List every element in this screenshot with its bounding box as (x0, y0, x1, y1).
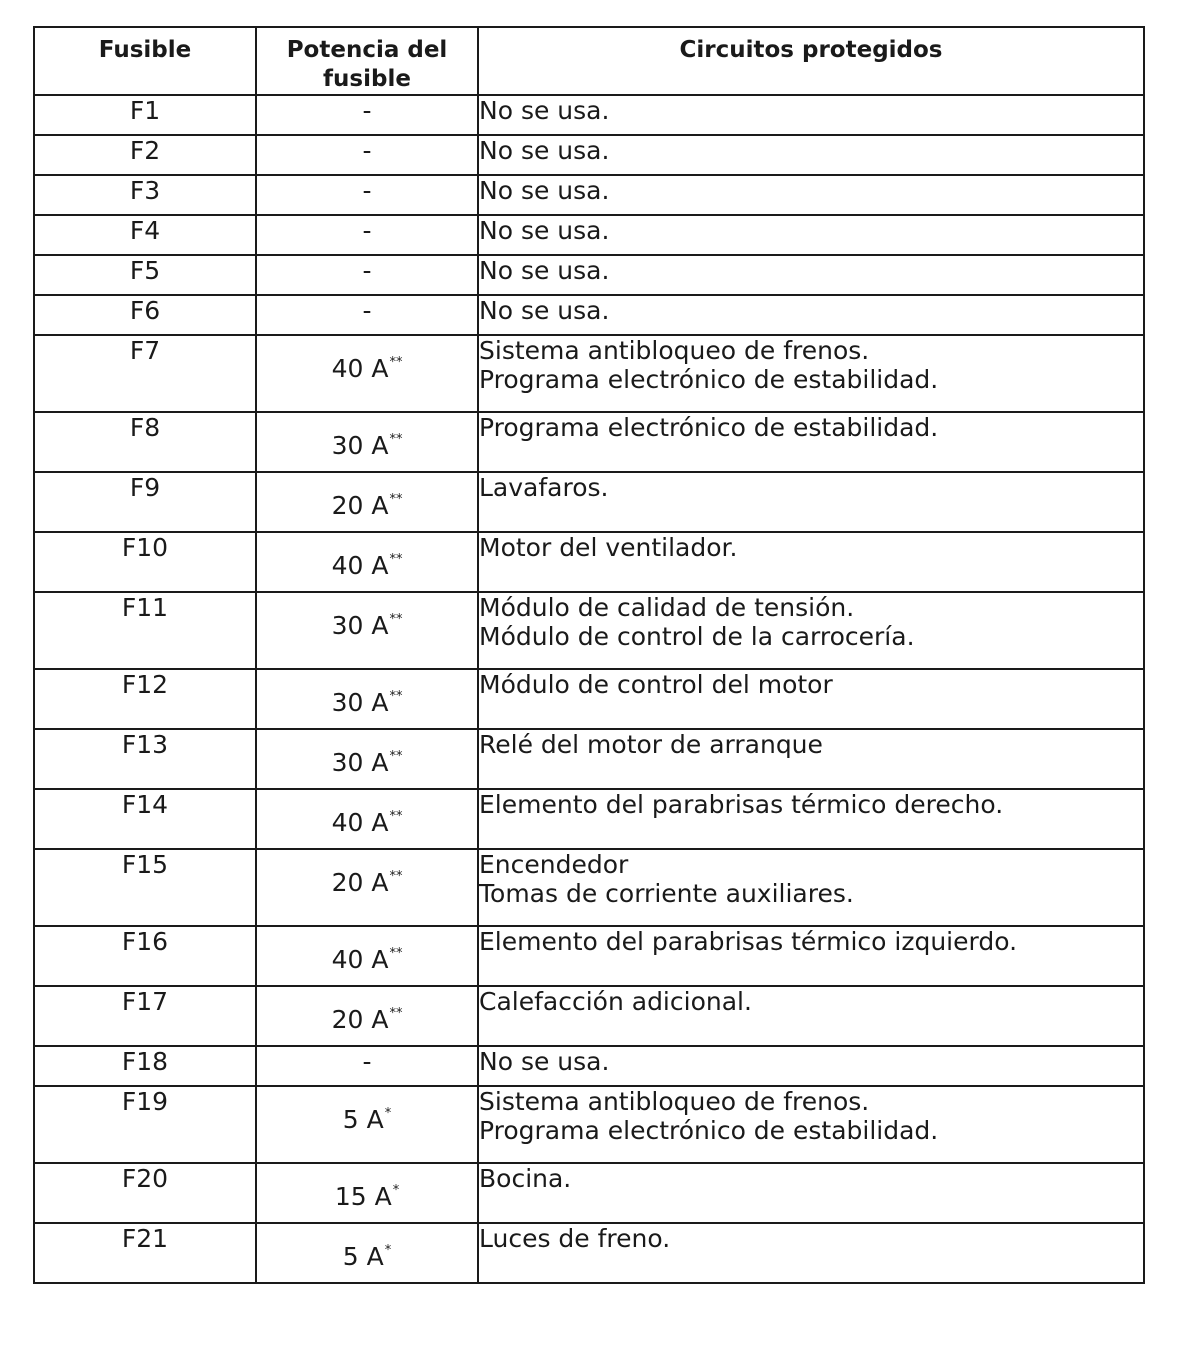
fuse-rating: 5 A (342, 1105, 384, 1134)
table-row (34, 1086, 1144, 1163)
fuse-rating: - (362, 1047, 372, 1076)
protected-circuits-cell (478, 669, 1144, 729)
fuse-rating: - (362, 136, 372, 165)
fuse-id: F8 (34, 412, 256, 472)
protected-circuits-cell (478, 926, 1144, 986)
fuse-rating: 40 A (331, 945, 389, 974)
protected-circuit: Programa electrónico de estabilidad. (479, 413, 939, 442)
table-row (34, 255, 1144, 295)
fuse-id: F7 (34, 335, 256, 412)
fuse-rating: 40 A (331, 808, 389, 837)
fuse-id: F18 (34, 1046, 256, 1086)
fuse-id: F6 (34, 295, 256, 335)
table-row (34, 789, 1144, 849)
protected-circuits-cell (478, 1163, 1144, 1223)
table-row (34, 175, 1144, 215)
fuse-id: F1 (34, 95, 256, 135)
fuse-rating-cell (256, 135, 478, 175)
fuse-id: F14 (34, 789, 256, 849)
footnote-mark: ** (389, 946, 403, 961)
fuse-rating: 40 A (331, 354, 389, 383)
fuse-rating-cell (256, 412, 478, 472)
protected-circuit: Programa electrónico de estabilidad. (479, 365, 939, 394)
footnote-mark: * (392, 1183, 400, 1198)
fuse-id: F17 (34, 986, 256, 1046)
protected-circuit: Luces de freno. (479, 1224, 671, 1253)
fuse-id: F9 (34, 472, 256, 532)
protected-circuit: No se usa. (479, 256, 610, 285)
footnote-mark: ** (389, 869, 403, 884)
fuse-rating-cell (256, 1046, 478, 1086)
protected-circuits-cell (478, 729, 1144, 789)
footnote-mark: ** (389, 552, 403, 567)
fuse-rating: - (362, 96, 372, 125)
table-row (34, 335, 1144, 412)
protected-circuits-cell (478, 412, 1144, 472)
footnote-mark: * (384, 1243, 392, 1258)
protected-circuits-cell (478, 849, 1144, 926)
protected-circuit: Motor del ventilador. (479, 533, 738, 562)
fuse-rating: - (362, 296, 372, 325)
table-row (34, 1163, 1144, 1223)
table-row (34, 532, 1144, 592)
protected-circuit: Lavafaros. (479, 473, 609, 502)
fuse-rating-cell (256, 255, 478, 295)
protected-circuits-cell (478, 789, 1144, 849)
protected-circuit: Sistema antibloqueo de frenos. (479, 336, 870, 365)
fuse-rating-cell (256, 926, 478, 986)
fuse-id: F15 (34, 849, 256, 926)
footnote-mark: ** (389, 689, 403, 704)
fuse-id: F16 (34, 926, 256, 986)
fuse-id: F10 (34, 532, 256, 592)
table-row (34, 472, 1144, 532)
fuse-rating: - (362, 256, 372, 285)
fuse-rating: 30 A (331, 748, 389, 777)
protected-circuits-cell (478, 135, 1144, 175)
table-row (34, 729, 1144, 789)
fuse-rating: 20 A (331, 1005, 389, 1034)
footnote-mark: ** (389, 1006, 403, 1021)
protected-circuit: No se usa. (479, 96, 610, 125)
fuse-rating: 30 A (331, 431, 389, 460)
footnote-mark: ** (389, 809, 403, 824)
table-row (34, 926, 1144, 986)
protected-circuit: Bocina. (479, 1164, 572, 1193)
protected-circuit: No se usa. (479, 136, 610, 165)
protected-circuit: Módulo de control del motor (479, 670, 833, 699)
header-circuits: Circuitos protegidos (478, 27, 1144, 95)
protected-circuit: Encendedor (479, 850, 629, 879)
fuse-rating-cell (256, 592, 478, 669)
protected-circuits-cell (478, 335, 1144, 412)
protected-circuit: Programa electrónico de estabilidad. (479, 1116, 939, 1145)
fuse-id: F21 (34, 1223, 256, 1283)
protected-circuit: Elemento del parabrisas térmico izquierdo. (479, 927, 1018, 956)
fuse-table-body (34, 95, 1144, 1283)
footnote-mark: ** (389, 612, 403, 627)
fuse-id: F19 (34, 1086, 256, 1163)
protected-circuits-cell (478, 95, 1144, 135)
fuse-rating: 20 A (331, 868, 389, 897)
footnote-mark: ** (389, 492, 403, 507)
fuse-id: F2 (34, 135, 256, 175)
protected-circuit: No se usa. (479, 216, 610, 245)
fuse-rating: 30 A (331, 688, 389, 717)
fuse-id: F3 (34, 175, 256, 215)
table-row (34, 295, 1144, 335)
protected-circuits-cell (478, 175, 1144, 215)
fuse-id: F20 (34, 1163, 256, 1223)
footnote-mark: ** (389, 432, 403, 447)
protected-circuits-cell (478, 1223, 1144, 1283)
protected-circuit: Relé del motor de arranque (479, 730, 823, 759)
table-row (34, 1046, 1144, 1086)
fuse-rating-cell (256, 729, 478, 789)
fuse-id: F4 (34, 215, 256, 255)
fuse-rating-cell (256, 789, 478, 849)
table-header-row (34, 27, 1144, 95)
protected-circuit: Elemento del parabrisas térmico derecho. (479, 790, 1004, 819)
protected-circuit: Calefacción adicional. (479, 987, 752, 1016)
fuse-rating-cell (256, 1223, 478, 1283)
fuse-id: F11 (34, 592, 256, 669)
protected-circuits-cell (478, 592, 1144, 669)
fuse-id: F5 (34, 255, 256, 295)
table-row (34, 95, 1144, 135)
fuse-rating: - (362, 176, 372, 205)
protected-circuits-cell (478, 215, 1144, 255)
table-row (34, 412, 1144, 472)
fuse-rating: 20 A (331, 491, 389, 520)
fuse-rating: - (362, 216, 372, 245)
header-rating: Potencia del fusible (256, 27, 478, 95)
protected-circuit: Módulo de calidad de tensión. (479, 593, 855, 622)
fuse-id: F13 (34, 729, 256, 789)
table-row (34, 135, 1144, 175)
fuse-rating-cell (256, 1086, 478, 1163)
fuse-rating-cell (256, 986, 478, 1046)
protected-circuits-cell (478, 1046, 1144, 1086)
fuse-rating-cell (256, 215, 478, 255)
fuse-rating-cell (256, 95, 478, 135)
fuse-rating-cell (256, 669, 478, 729)
table-row (34, 669, 1144, 729)
fuse-table (33, 26, 1145, 1284)
fuse-rating-cell (256, 175, 478, 215)
protected-circuit: No se usa. (479, 296, 610, 325)
footnote-mark: * (384, 1106, 392, 1121)
fuse-rating-cell (256, 472, 478, 532)
protected-circuits-cell (478, 255, 1144, 295)
fuse-id: F12 (34, 669, 256, 729)
fuse-rating-cell (256, 1163, 478, 1223)
protected-circuit: Módulo de control de la carrocería. (479, 622, 915, 651)
footnote-mark: ** (389, 749, 403, 764)
protected-circuit: No se usa. (479, 176, 610, 205)
fuse-rating: 30 A (331, 611, 389, 640)
fuse-rating: 5 A (342, 1242, 384, 1271)
protected-circuits-cell (478, 472, 1144, 532)
protected-circuit: Tomas de corriente auxiliares. (479, 879, 854, 908)
fuse-rating-cell (256, 295, 478, 335)
protected-circuits-cell (478, 1086, 1144, 1163)
table-row (34, 1223, 1144, 1283)
protected-circuits-cell (478, 295, 1144, 335)
footnote-mark: ** (389, 355, 403, 370)
fuse-rating: 40 A (331, 551, 389, 580)
fuse-rating: 15 A (334, 1182, 392, 1211)
fuse-rating-cell (256, 335, 478, 412)
table-row (34, 592, 1144, 669)
table-row (34, 849, 1144, 926)
fuse-rating-cell (256, 849, 478, 926)
protected-circuit: No se usa. (479, 1047, 610, 1076)
protected-circuit: Sistema antibloqueo de frenos. (479, 1087, 870, 1116)
fuse-rating-cell (256, 532, 478, 592)
table-row (34, 215, 1144, 255)
protected-circuits-cell (478, 532, 1144, 592)
protected-circuits-cell (478, 986, 1144, 1046)
table-row (34, 986, 1144, 1046)
header-fuse: Fusible (34, 27, 256, 95)
